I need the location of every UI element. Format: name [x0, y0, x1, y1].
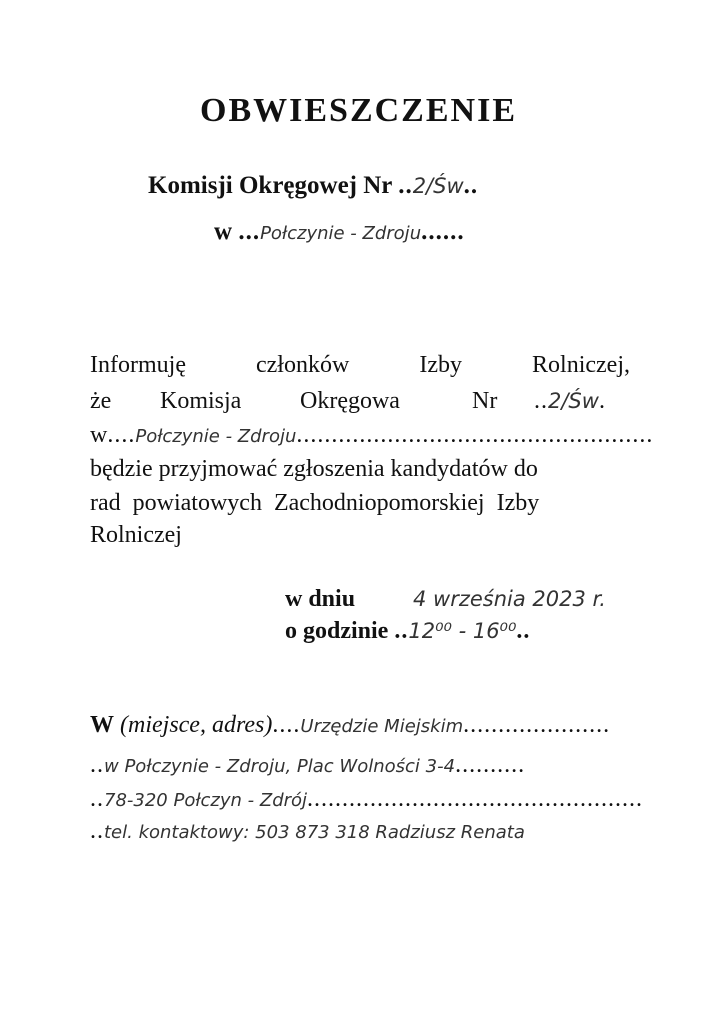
body-line-5-text: rad powiatowych Zachodniopomorskiej Izby [90, 490, 540, 516]
body-line-2: że Komisja Okręgowa Nr ..2/Św. [90, 388, 606, 414]
commission-place-line: w ...Połczynie - Zdroju...... [214, 218, 465, 245]
body-word: Komisja [160, 388, 242, 414]
time-label: o godzinie [285, 618, 389, 644]
location-line-2: .. w Połczynie - Zdroju, Plac Wolności 3-4 .......... [90, 752, 526, 778]
location-phone: tel. kontaktowy: 503 873 318 Radziusz Renata [104, 822, 525, 843]
body-line-1 [90, 352, 630, 379]
location-address: w Połczynie - Zdroju, Plac Wolności 3-4 [104, 756, 456, 777]
body-word: członków [256, 352, 350, 378]
time-value: 12⁰⁰ - 16⁰⁰ [408, 619, 517, 643]
body-place: Połczynie - Zdroju [135, 426, 297, 447]
w-label: w [214, 218, 233, 245]
body-word: w [90, 422, 108, 448]
commission-label: Komisji Okręgowej Nr [148, 172, 392, 199]
body-line-5 [90, 490, 630, 517]
body-word: że [90, 388, 112, 414]
location-hint: (miejsce, adres) [120, 712, 273, 738]
location-line-4: .. tel. kontaktowy: 503 873 318 Radziusz Renata [90, 818, 525, 844]
body-line-3: w .... Połczynie - Zdroju ................................................... [90, 422, 654, 448]
document-title: OBWIESZCZENIE [200, 92, 517, 129]
body-line-6: Rolniczej [90, 522, 182, 548]
body-word: Okręgowa [300, 388, 400, 414]
date-label: w dniu [285, 586, 356, 612]
body-word: Nr [472, 388, 498, 414]
body-word: Rolniczej, [532, 352, 630, 378]
body-word: Informuję [90, 352, 186, 378]
location-line-1: W (miejsce, adres) .... Urzędzie Miejskim ..................... [90, 712, 611, 738]
date-value: 4 września 2023 r. [413, 587, 606, 611]
time-row: o godzinie ..12⁰⁰ - 16⁰⁰.. [285, 618, 531, 644]
commission-place: Połczynie - Zdroju [260, 223, 422, 244]
commission-number: 2/Św [412, 174, 464, 198]
body-word: Izby [419, 352, 462, 378]
commission-heading: Komisji Okręgowej Nr ..2/Św.. [148, 172, 479, 199]
location-w-label: W [90, 712, 114, 738]
body-line-4: będzie przyjmować zgłoszenia kandydatów do [90, 456, 538, 482]
location-postal: 78-320 Połczyn - Zdrój [104, 790, 308, 811]
location-office: Urzędzie Miejskim [300, 716, 464, 737]
body-commission-number: 2/Św [548, 389, 599, 413]
location-line-3: .. 78-320 Połczyn - Zdrój ................................................ [90, 786, 644, 812]
date-row [285, 586, 606, 613]
